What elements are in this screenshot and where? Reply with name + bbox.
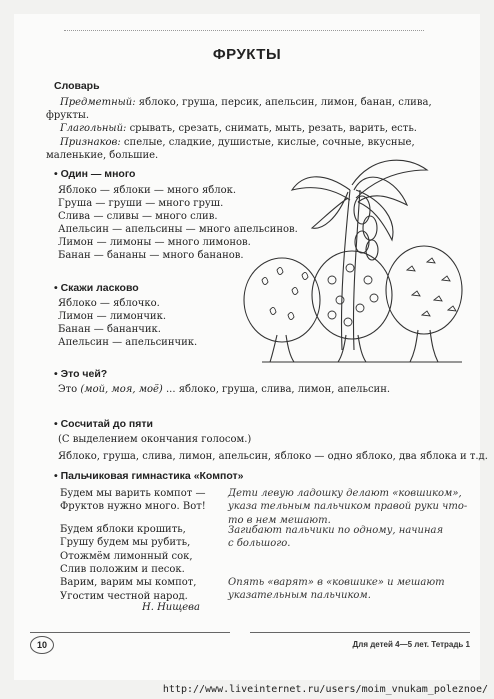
whose-rest: ... яблоко, груша, слива, лимон, апельсин. [162, 384, 391, 395]
whose-heading: • Это чей? [54, 368, 108, 380]
list-item: Лимон — лимончик. [58, 311, 167, 323]
list-item: Слива — сливы — много слив. [58, 211, 218, 223]
instruction-line: указа тельным пальчиком правой руки что- [228, 501, 468, 513]
vocab-adj-label: Признаков: [60, 136, 121, 148]
one-many-heading: • Один — много [54, 168, 136, 180]
vocab-verb-text: срывать, срезать, снимать, мыть, резать, варить, есть. [126, 123, 417, 135]
poem-line: Слив положим и песок. [60, 564, 185, 576]
poem-line: Будем яблоки крошить, [60, 523, 186, 535]
poem-author: Н. Нищева [142, 602, 200, 613]
list-item: Банан — бананы — много бананов. [58, 250, 244, 262]
instruction-line: Дети левую ладошку делают «ковшиком», [228, 488, 462, 499]
instruction-line: Опять «варят» в «ковшике» и мешают [228, 577, 445, 588]
count-text: Яблоко, груша, слива, лимон, апельсин, яблоко — одно яблоко, два яблока и т.д. [58, 451, 488, 462]
list-item: Банан — бананчик. [58, 324, 161, 336]
poem-line: Будем мы варить компот — [60, 488, 206, 499]
poem-line [60, 514, 206, 523]
watermark-url: http://www.liveinternet.ru/users/moim_vnukam_poleznoe/ [0, 680, 494, 699]
page-number: 10 [30, 636, 54, 654]
poem-line: Варим, варим мы компот, [60, 577, 197, 589]
whose-prefix: Это [58, 384, 81, 395]
list-item: Апельсин — апельсины — много апельсинов. [58, 224, 298, 236]
series-label: Для детей 4—5 лет. Тетрадь 1 [352, 640, 470, 649]
finger-poem [60, 487, 206, 603]
list-item: Апельсин — апельсинчик. [58, 337, 198, 349]
affection-list [58, 297, 197, 349]
finger-instructions-3 [228, 576, 445, 603]
poem-line: Грушу будем мы рубить, [60, 537, 191, 549]
whose-text [58, 383, 390, 396]
affection-heading: • Скажи ласково [54, 282, 139, 294]
finger-instructions-2 [228, 524, 443, 551]
footer-rule-left [30, 632, 230, 633]
list-item: Яблоко — яблочко. [58, 298, 160, 309]
finger-instructions-1 [228, 487, 467, 527]
whose-options: (мой, моя, моё) [80, 384, 163, 395]
count-note: (С выделением окончания голосом.) [58, 434, 252, 445]
list-item: Лимон — лимоны — много лимонов. [58, 237, 251, 249]
vocab-verb-label: Глагольный: [60, 123, 127, 135]
count-heading: • Сосчитай до пяти [54, 418, 153, 430]
header-rule [64, 30, 424, 31]
instruction-line: с большого. [228, 538, 291, 550]
finger-heading: • Пальчиковая гимнастика «Компот» [54, 470, 244, 482]
vocab-noun-label: Предметный: [60, 97, 136, 108]
vocab-noun-text: яблоко, груша, персик, апельсин, лимон, банан, слива, фрукты. [46, 97, 432, 122]
instruction-line: то в нем мешают. [228, 514, 331, 526]
vocab-adj-text: спелые, сладкие, душистые, кислые, сочные, вкусные, маленькие, большие. [46, 136, 415, 161]
poem-line: Угостим честной народ. [60, 590, 188, 602]
poem-line: Отожмём лимонный сок, [60, 550, 193, 562]
instruction-line: указательным пальчиком. [228, 590, 371, 602]
instruction-line: Загибают пальчики по одному, начиная [228, 525, 444, 536]
page-title: ФРУКТЫ [212, 46, 282, 63]
fruit-trees-illustration [222, 150, 474, 372]
list-item: Яблоко — яблоки — много яблок. [58, 185, 237, 196]
list-item: Груша — груши — много груш. [58, 198, 224, 210]
footer-rule-right [250, 632, 470, 633]
vocab-heading: Словарь [54, 80, 100, 92]
poem-line: Фруктов нужно много. Вот! [60, 501, 206, 513]
